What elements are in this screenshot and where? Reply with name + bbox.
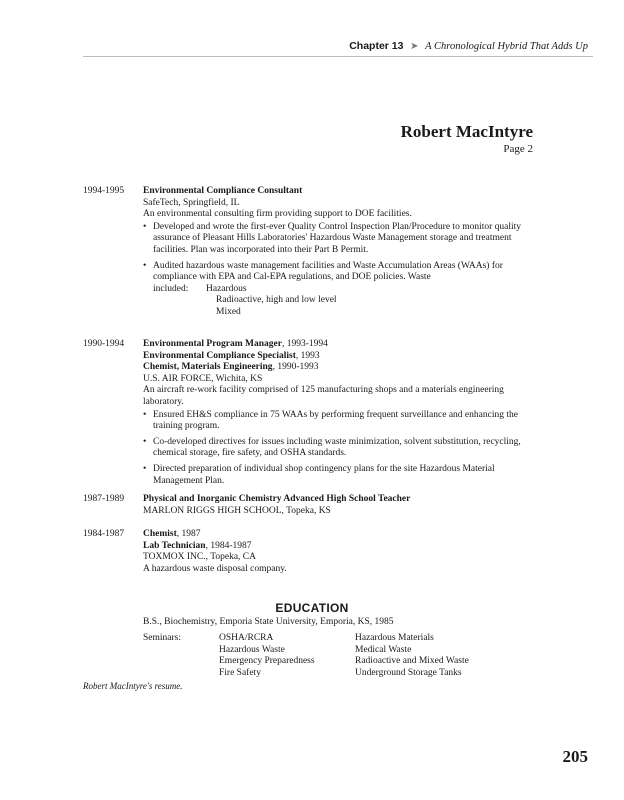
job-entry-2 [83, 339, 523, 491]
job-company: TOXMOX INC., Topeka, CA [143, 552, 256, 563]
job-years: 1994-1995 [83, 186, 125, 196]
arrow-icon: ➤ [410, 41, 419, 52]
job-role: Chemist, Materials Engineering, 1990-1993 [143, 362, 319, 373]
job-description: A hazardous waste disposal company. [143, 563, 287, 574]
job-role: Lab Technician, 1984-1987 [143, 540, 252, 551]
job-bullet: • Directed preparation of individual shop contingency plans for the site Hazardous Material Management Plan. [143, 464, 523, 487]
seminars-column-2 [355, 633, 469, 679]
job-bullets [143, 222, 523, 319]
job-years: 1990-1994 [83, 339, 125, 349]
page-number: 205 [562, 747, 588, 766]
figure-caption: Robert MacIntyre's resume. [83, 681, 183, 691]
job-role: Environmental Program Manager, 1993-1994 [143, 339, 328, 349]
chapter-label: Chapter 13 [349, 40, 404, 52]
education-heading: EDUCATION [275, 601, 349, 615]
waste-type: Hazardous [206, 283, 247, 294]
waste-type: Radioactive, high and low level [216, 295, 337, 306]
seminar-item: Underground Storage Tanks [355, 667, 462, 678]
job-entry-1 [83, 186, 523, 319]
seminar-item: Emergency Preparedness [219, 656, 315, 667]
waste-type: Mixed [216, 306, 241, 317]
seminar-item: Hazardous Waste [219, 644, 285, 655]
seminar-item: Fire Safety [219, 667, 261, 678]
job-title: Physical and Inorganic Chemistry Advanced High School Teacher [143, 494, 411, 504]
resume-name: Robert MacIntyre [400, 122, 533, 141]
seminar-item: OSHA/RCRA [219, 633, 274, 643]
seminars-label: Seminars: [143, 633, 181, 643]
job-years: 1984-1987 [83, 529, 125, 539]
seminar-item: Radioactive and Mixed Waste [355, 656, 469, 667]
job-bullet: • Ensured EH&S compliance in 75 WAAs by performing frequent surveillance and enhancing the training program. [143, 410, 523, 433]
job-bullet: • Developed and wrote the first-ever Quality Control Inspection Plan/Procedure to monitor quality assurance of Pleasant Hills Laboratories' Hazardous Waste Management storage and treatment facilities. Plan was incorporated into their Part B Permit. [143, 222, 523, 257]
resume-page-label: Page 2 [503, 143, 533, 155]
chapter-title: A Chronological Hybrid That Adds Up [425, 41, 588, 52]
job-bullets [143, 410, 523, 488]
seminars-column-1 [219, 633, 355, 679]
running-head [349, 40, 588, 52]
seminar-item: Hazardous Materials [355, 633, 434, 643]
job-company: MARLON RIGGS HIGH SCHOOL, Topeka, KS [143, 505, 331, 516]
seminars [143, 633, 469, 679]
job-bullet: • Audited hazardous waste management facilities and Waste Accumulation Areas (WAAs) for compliance with EPA and Cal-EPA regulations, and DOE policies. Waste included: Hazardous Radioactive, high and low level Mixed [143, 261, 523, 319]
job-description: An aircraft re-work facility comprised of 125 manufacturing shops and a materials engineering laboratory. [143, 385, 504, 407]
job-company: SafeTech, Springfield, IL [143, 197, 240, 208]
job-role: Chemist, 1987 [143, 529, 201, 539]
job-description: An environmental consulting firm providing support to DOE facilities. [143, 209, 412, 220]
resume-name-block [401, 122, 533, 155]
waste-label: included: [153, 283, 189, 294]
job-role: Environmental Compliance Specialist, 1993 [143, 350, 320, 361]
seminar-item: Medical Waste [355, 644, 412, 655]
header-rule [83, 56, 593, 57]
job-title: Environmental Compliance Consultant [143, 186, 303, 196]
job-years: 1987-1989 [83, 494, 125, 504]
job-company: U.S. AIR FORCE, Wichita, KS [143, 373, 263, 384]
job-entry-4 [83, 529, 523, 575]
job-entry-3 [83, 494, 523, 517]
education-degree: B.S., Biochemistry, Emporia State University, Emporia, KS, 1985 [143, 617, 394, 627]
job-bullet: • Co-developed directives for issues including waste minimization, solvent substitution, recycling, chemical storage, fire safety, and OSHA standards. [143, 437, 523, 460]
